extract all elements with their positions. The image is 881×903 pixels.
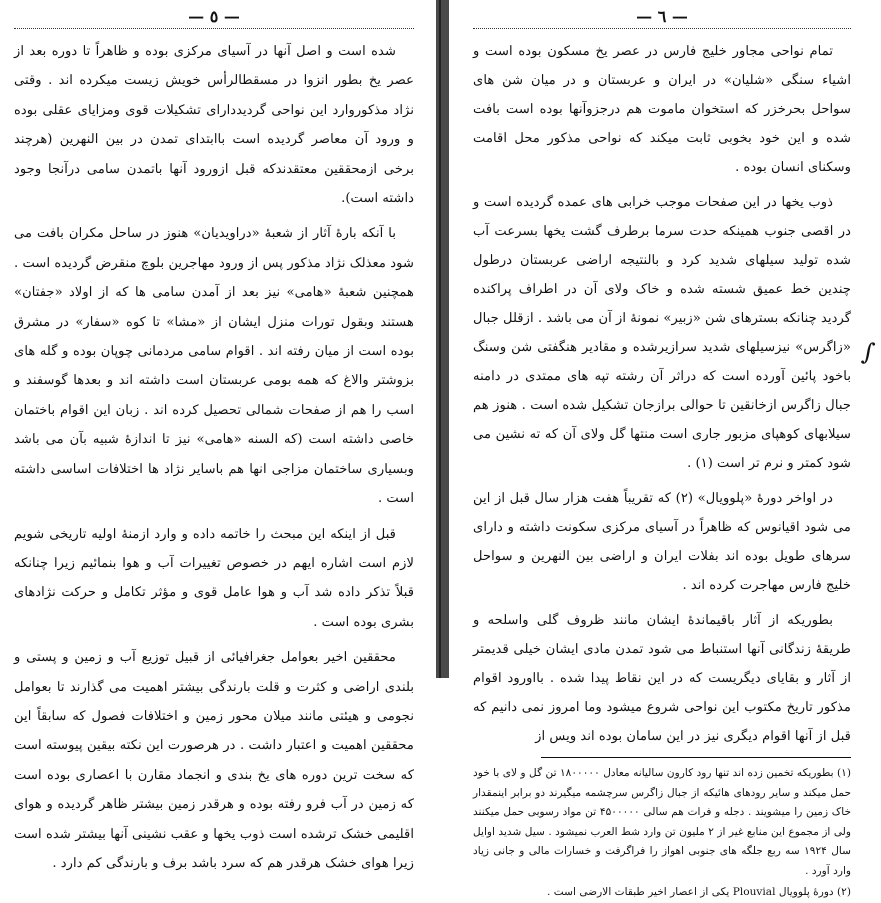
footnote-rule [541,757,851,758]
paragraph: قبل از اینکه این مبحث را خاتمه داده و وارد ازمنهٔ اولیه تاریخی شویم لازم است اشاره ایهم در خصوص تغییرات آب و هوا بنمائیم زیرا چنانکه قبلاً تذکر داده شد آب و هوا عامل قوی و مؤثر تکامل و حرکت نژادهای بشری بوده است . [14,526,414,630]
header-rule [473,28,851,29]
left-page [0,0,436,871]
paragraph: ذوب یخها در این صفحات موجب خرابی های عمده گردیده است و در اقصی جنوب همینکه حدت سرما برطرف گشت یخها بسرعت آب شده تولید سیلهای شدید کرد و بالنتیجه اراضی عربستان درطول چندین خط عمیق شسته شده و خاک ولای آن در اطراف پراکنده گردید چنانکه بسترهای شن «زبیر» نمونهٔ از آن می باشد . ازقلل جبال «زاگرس» نیزسیلهای شدید سرازیرشده و مقادیر هنگفتی شن وسنگ باخود پائین آورده است که دراثر آن رشته تپه های ممتدی در دامنه جبال زاگرس ازخانقین تا حوالی برازجان تشکیل شده است . هنوز هم سیلابهای کوهپای مزبور جاری است منتها گل ولای آن که ته نشین می شود کمتر و نرم تر است (۱) . [473,195,851,471]
header-rule [14,28,414,29]
paragraph: محققین اخیر بعوامل جغرافیائی از قبیل توزیع آب و زمین و پستی و بلندی اراضی و کثرت و قلت بارندگی بیشتر اهمیت می گذارند تا بعوامل نجومی و هیئتی مانند میلان محور زمین و اختلافات فصول که سابقاً این محققین اهمیت و اعتبار داشت . در هرصورت این نکته بیقین پیوسته است که سخت ترین دوره های یخ بندی و انجماد مقارن با اعصاری بوده است که زمین در آب فرو رفته بوده و هرقدر زمین بیشتر ظاهر گردیده و هوای اقلیمی خشک ترشده است ذوب یخها و عقب نشینی آنها بیشتر شده است زیرا هوای خشک هرقدر هم که سرد باشد برف و بارندگی کم دارد . [14,650,414,871]
footnote: (۱) بطوریکه تخمین زده اند تنها رود کارون سالیانه معادل ۱۸۰۰۰۰۰ تن گل و لای با خود حمل میکند و سایر رودهای هائیکه از جبال زاگرس سرچشمه میگیرند دو برابر اینمقدار خاک زمین را میشویند . دجله و فرات هم سالی ۴۵۰۰۰۰۰ تن مواد رسوبی حمل میکنند ولی از مجموع این منابع غیر از ۲ ملیون تن وارد شط العرب نمیشود . سیل شدید اوایل سال ۱۹۲۴ سه ربع جلگه های جنوبی اهواز را فراگرفت و خسارات مالی و جانی زیاد وارد آورد . [473,767,852,877]
paragraph: با آنکه بارهٔ آثار از شعبهٔ «دراویدیان» هنوز در ساحل مکران بافت می شود معذلک نژاد مذکور پس از ورود مهاجرین بلوچ منقرض گردیده است . همچنین شعبهٔ «هامی» نیز بعد از آمدن سامی ها که از اولاد «جفتان» هستند وبقول تورات منزل ایشان از «مشا» تا کوه «سفار» در مشرق بوده است از میان رفته اند . اقوام سامی مردمانی چوپان بوده و گله های بزوشتر والاغ که همه بومی عربستان است داشته اند و بعدها گوسفند و اسب را هم از صفحات شمالی تحصیل کرده اند . زبان این اقوام باختمان خاصی داشته است (که السنه «هامی» نیز تا اندازهٔ شبیه بآن می باشد وبسیاری ساختمان مزاجی انها هم باسایر نژاد ها اختلافات اساسی داشته است . [14,226,414,507]
footnote: (۲) دورهٔ پلوویال Plouvial یکی از اعصار اخیر طبقات الارضی است . [547,886,851,898]
handwritten-margin-mark: ∫ [860,337,877,367]
book-gutter [436,0,449,678]
paragraph: در اواخر دورهٔ «پلوویال» (۲) که تقریباً هفت هزار سال قبل از این می شود اقیانوس که ظاهراً در آسیای مرکزی سکونت داشته و دارای سرهای طویل بوده اند بفلات ایران و اراضی بین النهرین و سواحل خلیج فارس مهاجرت کرده اند . [473,491,851,593]
paragraph: شده است و اصل آنها در آسیای مرکزی بوده و ظاهراً تا دوره بعد از عصر یخ بطور انزوا در مسقطالرأس خویش زیست میکرده اند . وقتی نژاد مذکوروارد این نواحی گردیدداراى تشکیلات قوى ومزایای عقلى بوده و ورود آن معاصر گردیده است باابتدای تمدن در بین النهرین (هرچند برخی ازمحققین معتقدندکه قبل ازورود آنها باتمدن سامی درآنجا وجود داشته است). [14,44,414,207]
page-number: — ٥ — [188,7,240,26]
paragraph: تمام نواحی مجاور خلیج فارس در عصر یخ مسکون بوده است و اشیاء سنگی «شلیان» در ایران و عربستان و در میان شن های سواحل بحرخزر که استخوان ماموت هم درجزوآنها بوده است بافت شده و این خود بخوبی ثابت میکند که نواحی مذکور محل اقامت وسکنای انسان بوده . [473,44,851,175]
right-page [449,0,881,898]
page-number: — ٦ — [636,7,688,26]
paragraph: بطوریکه از آثار باقیماندهٔ ایشان مانند ظروف گلی واسلحه و طریقهٔ زندگانی آنها استنباط می شود تمدن مادی ایشان خیلی قدیمتر از آثار و بقایای دیگریست که در این نقاط پیدا شده . بااورود اقوام مذکور تاریخ مکتوب این نواحی شروع میشود وما امروز نمی دانیم که قبل از آنها اقوام دیگری نیز در این سامان بوده اند ویس از [473,613,851,744]
